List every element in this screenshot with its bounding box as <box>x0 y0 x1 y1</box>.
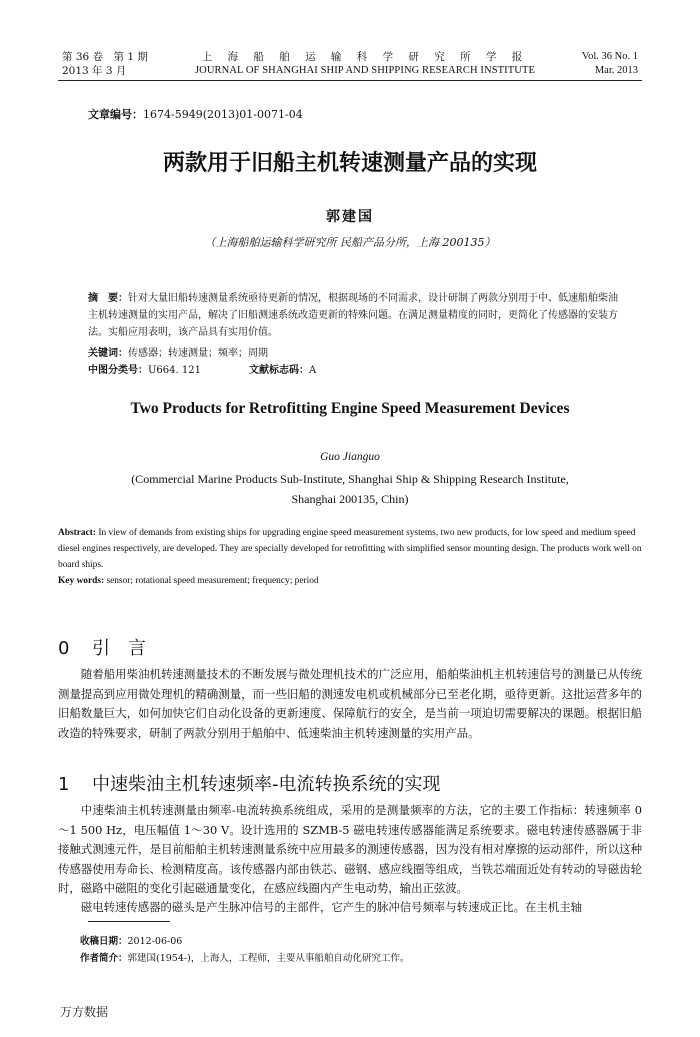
article-number <box>88 106 303 122</box>
bio-value: 郭建国(1954-)，上海人，工程师，主要从事船舶自动化研究工作。 <box>127 953 410 964</box>
footnote-received <box>80 933 182 950</box>
article-number-label: 文章编号： <box>88 108 143 121</box>
doc-code-label: 文献标志码： <box>248 365 309 376</box>
affiliation-cn: （上海船舶运输科学研究所 民船产品分所，上海 200135） <box>204 236 496 249</box>
keywords-cn-label: 关键词： <box>88 348 128 359</box>
affiliation-en-line2: Shanghai 200135, Chin) <box>291 492 409 506</box>
section-1-paragraph-2: 磁电转速传感器的磁头是产生脉冲信号的主部件，它产生的脉冲信号频率与转速成正比。在主机主轴 <box>80 900 582 914</box>
abstract-en-text: In view of demands from existing ships for upgrading engine speed measurement systems, two new products, for low speed and medium speed diesel engines respectively, are developed. They are specially developed for retrofitting with simplified sensor mounting design. The products work well on board ships. <box>58 528 642 570</box>
journal-name-cn: 上 海 船 舶 运 输 科 学 研 究 所 学 报 <box>201 51 529 63</box>
section-1-title: 中速柴油主机转速频率-电流转换系统的实现 <box>92 774 441 795</box>
header-rule <box>58 80 642 81</box>
keywords-cn-text: 传感器；转速测量；频率；周期 <box>128 348 268 359</box>
footnote-author-bio <box>80 950 409 967</box>
abstract-cn-text: 针对大量旧船转速测量系统亟待更新的情况，根据现场的不同需求，设计研制了两款分别用于中、低速船舶柴油主机转速测量的实用产品，解决了旧船测速系统改造更新的特殊问题。在满足测量精度的同时，更简化了传感器的安装方法。实船应用表明，该产品具有实用价值。 <box>88 293 618 338</box>
doc-code-value: A <box>308 365 317 376</box>
keywords-cn <box>88 345 618 362</box>
affiliation-en <box>0 469 700 509</box>
abstract-en-label: Abstract: <box>58 528 97 538</box>
header-volume-cn <box>62 50 148 78</box>
clc-value: U664. 121 <box>148 365 201 376</box>
classification <box>88 362 618 379</box>
volume-issue-cn: 第 36 卷 第 1 期 <box>62 51 148 63</box>
author-en: Guo Jianguo <box>320 451 380 463</box>
section-1-paragraph-1: 中速柴油主机转速测量由频率-电流转换系统组成，采用的是测量频率的方法，它的主要工作指标：转速频率 0～1 500 Hz，电压幅值 1～30 V。设计选用的 SZMB-5 磁电转速传感器能满足系统要求。磁电转速传感器属于非接触式测速元件，是目前船舶主机转速测量系统中应用最多的测速传感器，因为没有相对摩擦的运动部件，所以这种传感器使用寿命长、检测精度高。该传感器内部由铁芯、磁钢、感应线圈等组成，当铁芯端面近处有转动的导磁齿轮时，磁路中磁阻的变化引起磁通量变化，在感应线圈内产生电动势，输出正弦波。 <box>58 803 642 895</box>
received-value: 2012-06-06 <box>127 936 183 947</box>
date-en: Mar. 2013 <box>594 65 638 76</box>
abstract-cn-label: 摘 要： <box>88 293 128 304</box>
bio-label: 作者简介： <box>80 953 128 964</box>
clc-label: 中图分类号： <box>88 365 148 376</box>
header-journal <box>175 50 555 78</box>
section-0-heading <box>58 634 146 660</box>
keywords-en-text: sensor; rotational speed measurement; frequency; period <box>104 576 319 586</box>
keywords-en-label: Key words: <box>58 576 105 586</box>
section-0-paragraph: 随着船用柴油机转速测量技术的不断发展与微处理机技术的广泛应用，船舶柴油机主机转速信号的测量已从传统测量提高到应用微处理机的精确测量，而一些旧船的测速发电机或机械部分已至老化期，亟待更新。这批运营多年的旧船数量巨大，如何加快它们自动化设备的更新速度、保障航行的安全，是当前一项迫切需要解决的课题。根据旧船改造的特殊要求，研制了两款分别用于船舶中、低速柴油主机转速测量的实用产品。 <box>58 667 642 740</box>
section-1-number: 1 <box>58 774 70 795</box>
header-volume-en <box>582 50 638 78</box>
title-en: Two Products for Retrofitting Engine Speed Measurement Devices <box>130 400 570 417</box>
footnote-rule <box>88 921 170 922</box>
affiliation-en-line1: (Commercial Marine Products Sub-Institute, Shanghai Ship & Shipping Research Institute, <box>131 472 569 486</box>
section-0-title: 引 言 <box>92 638 146 659</box>
journal-name-en: JOURNAL OF SHANGHAI SHIP AND SHIPPING RESEARCH INSTITUTE <box>195 65 535 76</box>
section-1-heading <box>58 770 441 796</box>
title-cn: 两款用于旧船主机转速测量产品的实现 <box>162 151 537 176</box>
received-label: 收稿日期： <box>80 936 128 947</box>
article-number-value: 1674-5949(2013)01-0071-04 <box>143 108 303 121</box>
watermark: 万方数据 <box>60 1005 109 1019</box>
abstract-en <box>58 525 642 589</box>
author-cn: 郭建国 <box>326 209 374 225</box>
keywords-en <box>58 573 642 589</box>
volume-issue-en: Vol. 36 No. 1 <box>581 51 638 62</box>
section-0-number: 0 <box>58 638 70 659</box>
abstract-cn <box>88 290 618 341</box>
date-cn: 2013 年 3 月 <box>62 65 127 77</box>
